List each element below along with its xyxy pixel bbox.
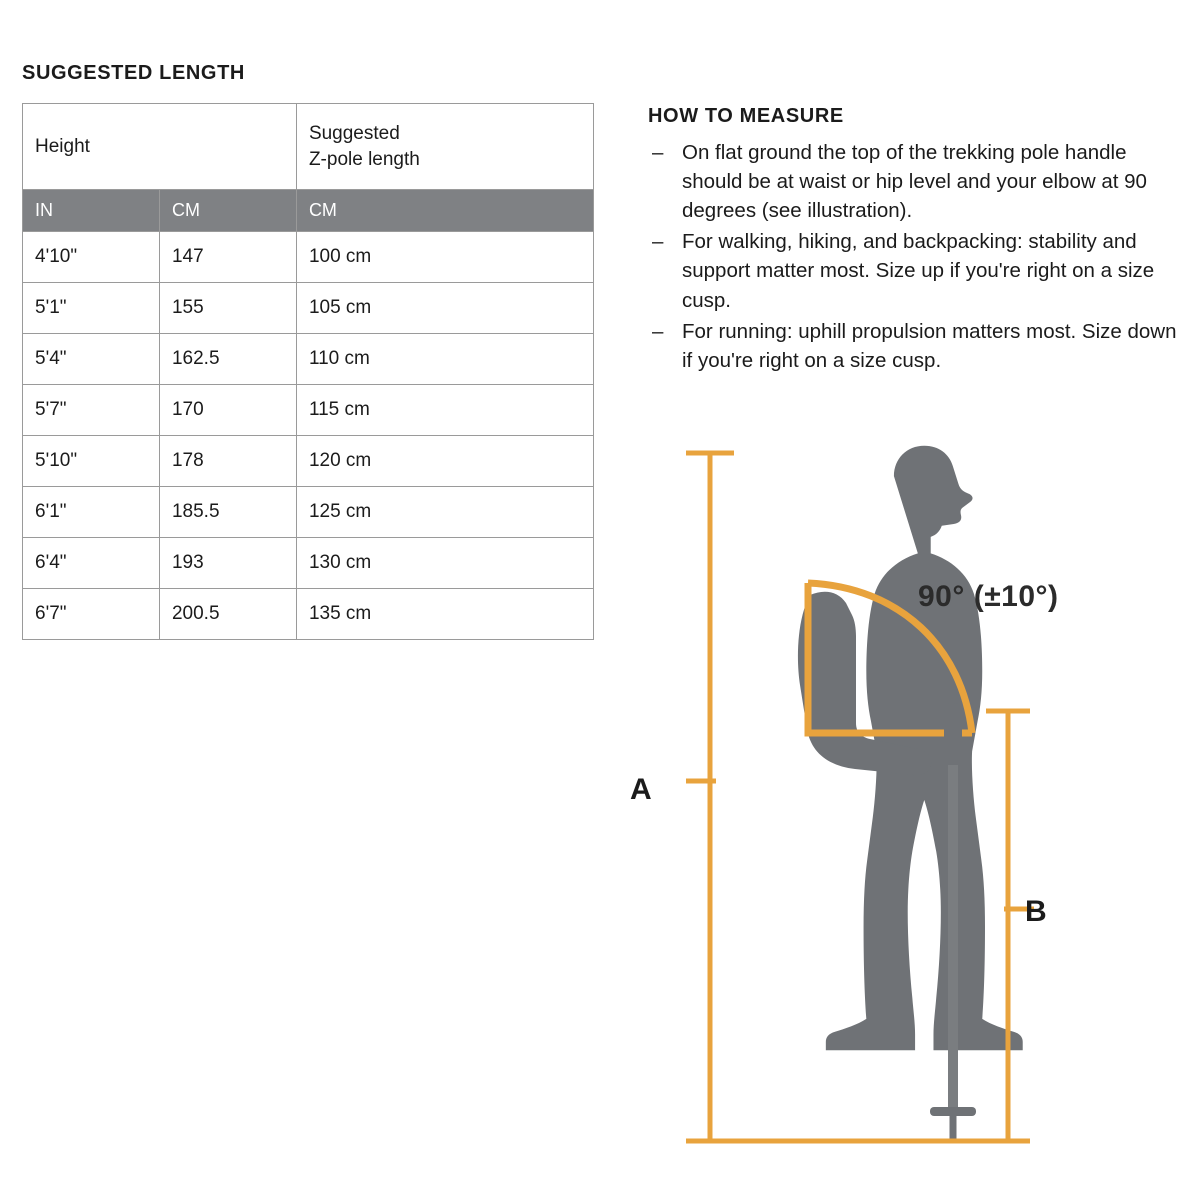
table-row xyxy=(23,538,594,589)
cell-height-in: 5'4" xyxy=(23,334,160,385)
cell-height-cm: 193 xyxy=(159,538,296,589)
table-row xyxy=(23,487,594,538)
cell-height-cm: 185.5 xyxy=(159,487,296,538)
cell-zpole: 110 cm xyxy=(296,334,593,385)
table-row xyxy=(23,385,594,436)
unit-zpole-cm: CM xyxy=(296,190,593,232)
suggested-length-section xyxy=(22,62,594,640)
list-item-text: For walking, hiking, and backpacking: stability and support matter most. Size up if you're right on a size cusp. xyxy=(682,230,1155,312)
table-row xyxy=(23,436,594,487)
figure-svg xyxy=(600,425,1200,1185)
cell-zpole: 105 cm xyxy=(296,283,593,334)
measure-a xyxy=(686,453,734,1141)
bullet-dash: – xyxy=(652,319,664,343)
list-item xyxy=(648,227,1188,314)
cell-zpole: 135 cm xyxy=(296,589,593,640)
cell-height-cm: 200.5 xyxy=(159,589,296,640)
label-b: B xyxy=(1025,895,1047,928)
cell-zpole: 120 cm xyxy=(296,436,593,487)
cell-height-in: 6'7" xyxy=(23,589,160,640)
cell-height-in: 5'7" xyxy=(23,385,160,436)
cell-zpole: 125 cm xyxy=(296,487,593,538)
angle-label: 90° (±10°) xyxy=(918,580,1059,613)
header-height: Height xyxy=(23,104,297,190)
list-item-text: For running: uphill propulsion matters most. Size down if you're right on a size cusp. xyxy=(682,319,1177,372)
cell-height-cm: 170 xyxy=(159,385,296,436)
cell-height-in: 5'10" xyxy=(23,436,160,487)
bullet-dash: – xyxy=(652,230,664,254)
table-header-row xyxy=(23,104,594,190)
cell-zpole: 115 cm xyxy=(296,385,593,436)
cell-height-in: 6'4" xyxy=(23,538,160,589)
cell-height-in: 4'10" xyxy=(23,232,160,283)
how-to-measure-title: HOW TO MEASURE xyxy=(648,105,844,127)
table-row xyxy=(23,589,594,640)
unit-in: IN xyxy=(23,190,160,232)
table-row xyxy=(23,334,594,385)
cell-zpole: 130 cm xyxy=(296,538,593,589)
unit-cm: CM xyxy=(159,190,296,232)
label-a: A xyxy=(630,773,652,806)
cell-height-cm: 178 xyxy=(159,436,296,487)
list-item xyxy=(648,138,1188,225)
pole-grip xyxy=(944,703,962,769)
cell-zpole: 100 cm xyxy=(296,232,593,283)
list-item xyxy=(648,317,1188,375)
size-table xyxy=(22,103,594,640)
pole-shaft xyxy=(948,765,958,1115)
cell-height-cm: 162.5 xyxy=(159,334,296,385)
cell-height-in: 5'1" xyxy=(23,283,160,334)
pole-basket xyxy=(930,1107,976,1116)
table-unit-row xyxy=(23,190,594,232)
table-row xyxy=(23,232,594,283)
cell-height-cm: 155 xyxy=(159,283,296,334)
cell-height-cm: 147 xyxy=(159,232,296,283)
table-row xyxy=(23,283,594,334)
list-item-text: On flat ground the top of the trekking pole handle should be at waist or hip level and your elbow at 90 degrees (see illustration). xyxy=(682,141,1147,223)
measure-instructions-list xyxy=(648,138,1188,375)
page-title: SUGGESTED LENGTH xyxy=(22,62,245,84)
cell-height-in: 6'1" xyxy=(23,487,160,538)
header-zpole: Suggested Z-pole length xyxy=(296,104,593,190)
bullet-dash: – xyxy=(652,141,664,164)
measurement-illustration xyxy=(600,425,1200,1185)
how-to-measure-section xyxy=(648,105,1188,377)
